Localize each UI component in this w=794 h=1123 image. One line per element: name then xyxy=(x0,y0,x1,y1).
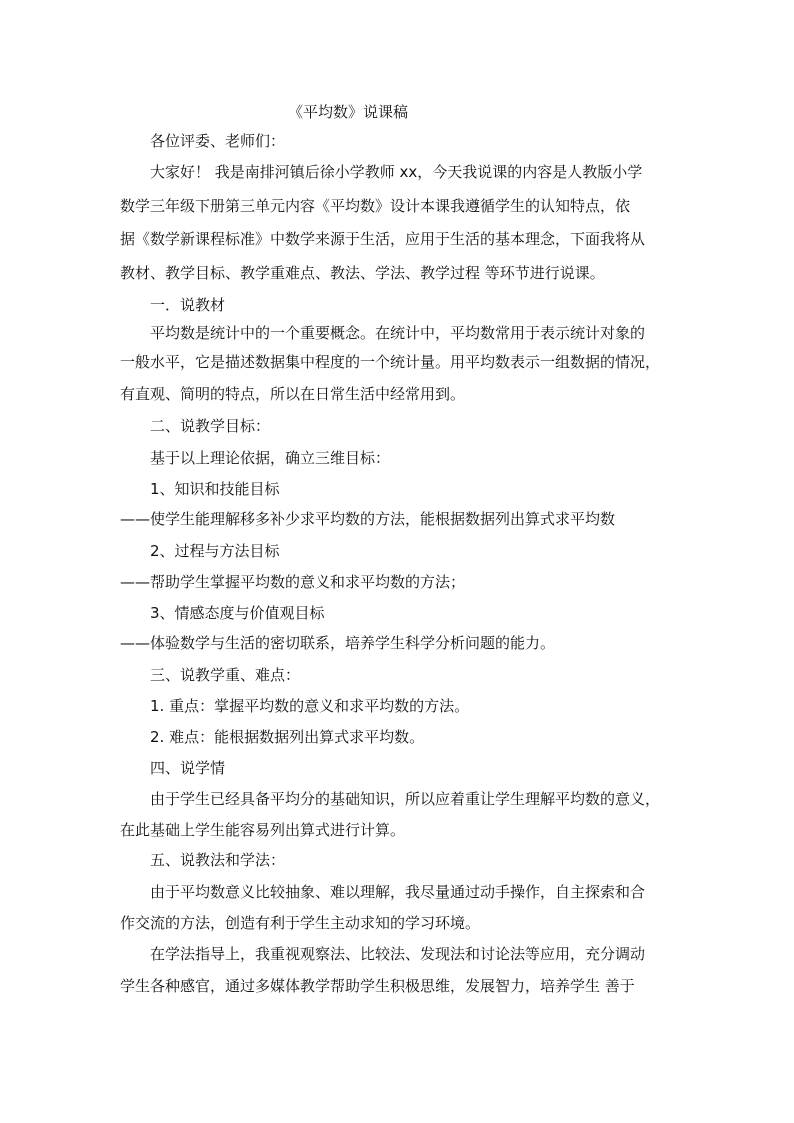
section5-para2-line-1: 在学法指导上，我重视观察法、比较法、发现法和讨论法等应用，充分调动 xyxy=(150,945,646,963)
section4-line-1: 由于学生已经具备平均分的基础知识，所以应着重让学生理解平均数的意义， xyxy=(150,790,661,808)
intro-line-4: 教材、教学目标、教学重难点、教法、学法、教学过程 等环节进行说课。 xyxy=(120,264,605,282)
goal1-title: 1、知识和技能目标 xyxy=(150,480,280,498)
section4-heading: 四、说学情 xyxy=(150,759,226,777)
goal2-text: ——帮助学生掌握平均数的意义和求平均数的方法； xyxy=(120,573,466,591)
section1-line-2: 一般水平，它是描述数据集中程度的一个统计量。用平均数表示一组数据的情况， xyxy=(120,353,661,371)
section5-heading: 五、说教法和学法： xyxy=(150,851,286,869)
section2-basis: 基于以上理论依据，确立三维目标： xyxy=(150,449,391,467)
section4-line-2: 在此基础上学生能容易列出算式进行计算。 xyxy=(120,821,406,839)
intro-line-2: 数学三年级下册第三单元内容《平均数》设计本课我遵循学生的认知特点，依 xyxy=(120,197,631,215)
greeting: 各位评委、老师们： xyxy=(150,132,286,150)
difficult-point: 2. 难点：能根据数据列出算式求平均数。 xyxy=(150,728,425,746)
section1-line-1: 平均数是统计中的一个重要概念。在统计中，平均数常用于表示统计对象的 xyxy=(150,324,646,342)
section5-para1-line-1: 由于平均数意义比较抽象、难以理解，我尽量通过动手操作，自主探索和合 xyxy=(150,883,646,901)
section2-heading: 二、说教学目标： xyxy=(150,417,271,435)
key-point: 1. 重点：掌握平均数的意义和求平均数的方法。 xyxy=(150,697,470,715)
section5-para1-line-2: 作交流的方法，创造有利于学生主动求知的学习环境。 xyxy=(120,914,481,932)
document-title: 《平均数》说课稿 xyxy=(288,103,409,121)
section5-para2-line-2: 学生各种感官，通过多媒体教学帮助学生积极思维，发展智力，培养学生 善于 xyxy=(120,977,635,995)
goal3-text: ——体验数学与生活的密切联系，培养学生科学分析问题的能力。 xyxy=(120,634,556,652)
goal3-title: 3、情感态度与价值观目标 xyxy=(150,604,325,622)
section1-line-3: 有直观、简明的特点，所以在日常生活中经常用到。 xyxy=(120,385,466,403)
goal2-title: 2、过程与方法目标 xyxy=(150,542,280,560)
intro-line-3: 据《数学新课程标准》中数学来源于生活，应用于生活的基本理念，下面我将从 xyxy=(120,230,646,248)
goal1-text: ——使学生能理解移多补少求平均数的方法，能根据数据列出算式求平均数 xyxy=(120,510,616,528)
section1-heading: 一．说教材 xyxy=(150,296,226,314)
intro-line-1: 大家好！ 我是南排河镇后徐小学教师 xx，今天我说课的内容是人教版小学 xyxy=(150,163,643,181)
section3-heading: 三、说教学重、难点： xyxy=(150,666,301,684)
